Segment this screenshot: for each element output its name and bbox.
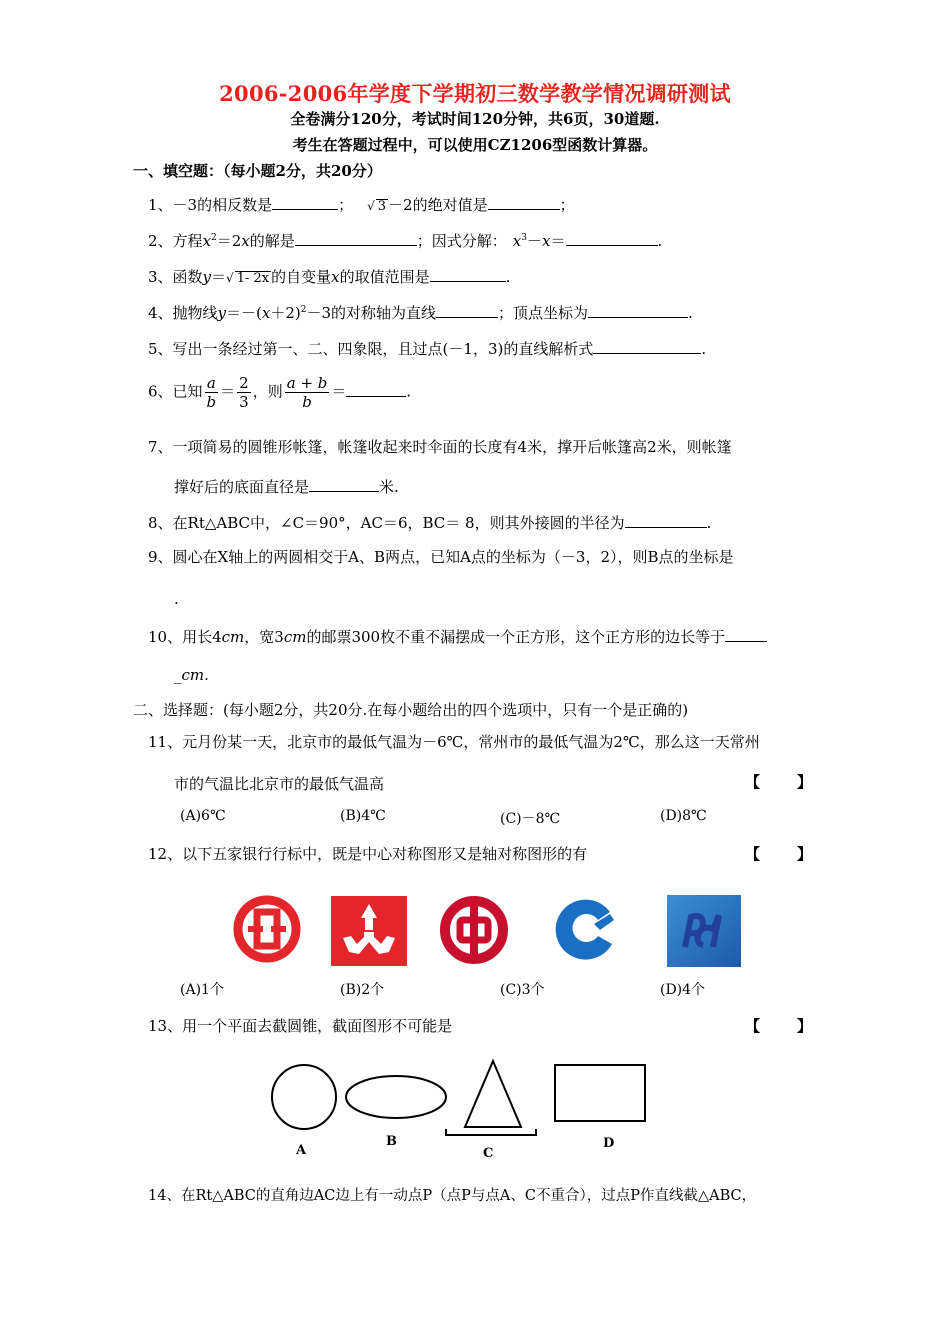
question-11: 11、元月份某一天，北京市的最低气温为－6℃，常州市的最低气温为2℃，那么这一天常州 xyxy=(148,733,760,751)
q3-text-e: . xyxy=(505,268,511,286)
question-9: 9、圆心在X轴上的两圆相交于A、B两点，已知A点的坐标为（－3，2），则B点的坐标是 xyxy=(148,548,734,566)
shape-label-b[interactable]: B xyxy=(386,1134,397,1149)
q5-text-c: ，3)的直线解析式 xyxy=(472,340,594,358)
var-y: y xyxy=(202,268,212,286)
q12-bracket-left: 【 xyxy=(745,845,761,863)
q3-text-a: 3、函数 xyxy=(148,268,203,286)
spdb-logo-icon xyxy=(667,895,741,967)
icbc-logo-icon xyxy=(232,894,302,964)
q1-answer-blank-2[interactable] xyxy=(488,195,560,210)
q5-text-a: 5、写出一条经过第一、二、四象限，且过点( xyxy=(148,340,449,358)
exam-info-line: 全卷满分120分，考试时间120分钟，共6页，30道题. xyxy=(290,110,660,128)
q11-bracket-left: 【 xyxy=(745,773,761,791)
question-11-line2: 市的气温比北京市的最低气温高 xyxy=(174,775,385,793)
q6-equals: ＝ xyxy=(220,382,236,401)
q4-text-f: . xyxy=(688,304,693,322)
q2-text-c: 的解是 xyxy=(249,232,295,250)
shape-label-a[interactable]: A xyxy=(296,1143,307,1158)
question-3 xyxy=(148,266,510,287)
q11-option-d[interactable]: (D)8℃ xyxy=(660,808,707,824)
q2-text-b: ＝2 xyxy=(216,232,242,250)
section1-heading: 一、填空题：（每小题2分，共20分） xyxy=(133,162,382,180)
q1-text-d: ； xyxy=(559,196,575,214)
q12-option-c[interactable]: (C)3个 xyxy=(500,982,545,998)
q6-answer-blank[interactable] xyxy=(346,382,406,397)
boc-logo-icon xyxy=(438,894,510,966)
question-13: 13、用一个平面去截圆锥，截面图形不可能是 xyxy=(148,1017,453,1035)
question-9-line2: . xyxy=(174,590,179,608)
q1-sqrt-value: 3 xyxy=(377,199,387,214)
shape-label-d[interactable]: D xyxy=(603,1136,615,1151)
ccb-blue-logo-icon xyxy=(550,894,622,966)
question-5 xyxy=(148,338,706,359)
q1-text-a: 1、－3的相反数是 xyxy=(148,196,273,214)
sqrt-sign: √ xyxy=(226,271,234,285)
q6-text-c: ＝ xyxy=(331,382,347,401)
var-y: y xyxy=(217,304,227,322)
sqrt-sign: √ xyxy=(367,199,375,213)
q10-answer-blank[interactable] xyxy=(725,627,767,642)
cross-section-shapes xyxy=(260,1055,660,1140)
ccb-red-logo-icon xyxy=(331,896,407,966)
shape-rectangle xyxy=(555,1065,645,1121)
var-x: x xyxy=(261,304,271,322)
q13-bracket-left: 【 xyxy=(745,1017,761,1035)
q3-text-c: 的自变量 xyxy=(271,268,332,286)
q5-point-x: －1 xyxy=(448,340,473,358)
q3-sqrt-value: 1- 2x xyxy=(236,271,270,286)
q4-text-a: 4、抛物线 xyxy=(148,304,218,322)
q2-text-g: . xyxy=(657,232,663,250)
exp-2: 2 xyxy=(211,233,217,243)
question-14: 14、在Rt△ABC的直角边AC边上有一动点P（点P与点A、C不重合），过点P作直线截△ABC， xyxy=(148,1188,757,1204)
shape-ellipse xyxy=(346,1076,446,1118)
q1-text-c: －2的绝对值是 xyxy=(388,196,488,214)
q8-answer-blank[interactable] xyxy=(625,513,707,528)
q4-text-b: ＝－( xyxy=(226,304,262,322)
fraction-2-over-3: $\frac{2}{3}$ xyxy=(239,374,249,411)
var-x: x xyxy=(241,232,250,250)
q4-answer-blank-1[interactable] xyxy=(436,303,498,318)
q3-answer-blank[interactable] xyxy=(430,267,506,282)
var-x: x xyxy=(331,268,340,286)
q12-bracket-right: 】 xyxy=(797,845,813,863)
q7-answer-blank[interactable] xyxy=(309,477,379,492)
exam-title: 2006-2006年学度下学期初三数学教学情况调研测试 xyxy=(219,81,731,106)
q5-answer-blank[interactable] xyxy=(593,339,701,354)
q1-answer-blank-1[interactable] xyxy=(272,195,338,210)
question-1 xyxy=(148,194,575,215)
shape-label-c[interactable]: C xyxy=(483,1146,494,1161)
q6-text-a: 6、已知 xyxy=(148,382,203,401)
var-x: x xyxy=(542,232,551,250)
q6-text-b: ，则 xyxy=(252,382,283,401)
section2-heading: 二、选择题：(每小题2分，共20分.在每小题给出的四个选项中，只有一个是正确的) xyxy=(133,701,689,719)
q12-option-a[interactable]: (A)1个 xyxy=(180,982,224,998)
question-10: 10、用长4cm，宽3cm的邮票300枚不重不漏摆成一个正方形，这个正方形的边长等于 xyxy=(148,626,767,647)
q11-option-a[interactable]: (A)6℃ xyxy=(180,808,226,824)
q12-option-b[interactable]: (B)2个 xyxy=(340,982,385,998)
question-7: 7、一项简易的圆锥形帐篷，帐篷收起来时伞面的长度有4米，撑开后帐篷高2米，则帐篷 xyxy=(148,438,732,456)
q4-answer-blank-2[interactable] xyxy=(588,303,688,318)
question-12: 12、以下五家银行行标中，既是中心对称图形又是轴对称图形的有 xyxy=(148,845,588,863)
exp-2: 2 xyxy=(300,305,307,315)
q2-text-e: － xyxy=(527,232,543,250)
q4-text-d: －3的对称轴为直线 xyxy=(306,304,437,322)
q12-option-d[interactable]: (D)4个 xyxy=(660,982,706,998)
q4-text-e: ；顶点坐标为 xyxy=(498,304,589,322)
q1-text-b: ； xyxy=(338,196,354,214)
shape-triangle xyxy=(465,1061,521,1127)
q2-text-a: 2、方程 xyxy=(148,232,203,250)
q2-answer-blank-1[interactable] xyxy=(295,231,417,246)
shape-triangle-base xyxy=(446,1129,536,1135)
q2-text-f: ＝ xyxy=(550,232,566,250)
q5-text-d: . xyxy=(701,340,707,358)
var-x: x xyxy=(512,232,522,250)
q3-text-b: ＝ xyxy=(211,268,227,286)
q13-bracket-right: 】 xyxy=(797,1017,813,1035)
fraction-a-plus-b-over-b: $\frac{a + b}{b}$ xyxy=(286,374,328,411)
question-2 xyxy=(148,230,662,251)
q3-text-d: 的取值范围是 xyxy=(339,268,430,286)
shape-circle xyxy=(272,1065,336,1129)
q11-option-b[interactable]: (B)4℃ xyxy=(340,808,386,824)
q11-option-c[interactable]: (C)－8℃ xyxy=(500,811,561,827)
var-x: x xyxy=(202,232,212,250)
q2-text-d: ；因式分解： xyxy=(416,232,507,250)
q4-text-c: ＋2) xyxy=(270,304,301,322)
q6-text-d: . xyxy=(406,382,412,401)
fraction-a-over-b: $\frac{a}{b}$ xyxy=(206,374,217,411)
q2-answer-blank-2[interactable] xyxy=(566,231,658,246)
question-4 xyxy=(148,302,693,323)
exp-3: 3 xyxy=(521,233,527,243)
exam-calculator-note: 考生在答题过程中，可以使用CZ1206型函数计算器。 xyxy=(292,136,658,154)
question-6 xyxy=(148,374,411,411)
q11-bracket-right: 】 xyxy=(797,773,813,791)
question-7-line2: 撑好后的底面直径是 米. xyxy=(174,478,399,496)
question-10-line2: _cm. xyxy=(174,666,209,684)
question-8: 8、在Rt△ABC中，∠C＝90°，AC＝6，BC＝ 8，则其外接圆的半径为 . xyxy=(148,514,712,532)
